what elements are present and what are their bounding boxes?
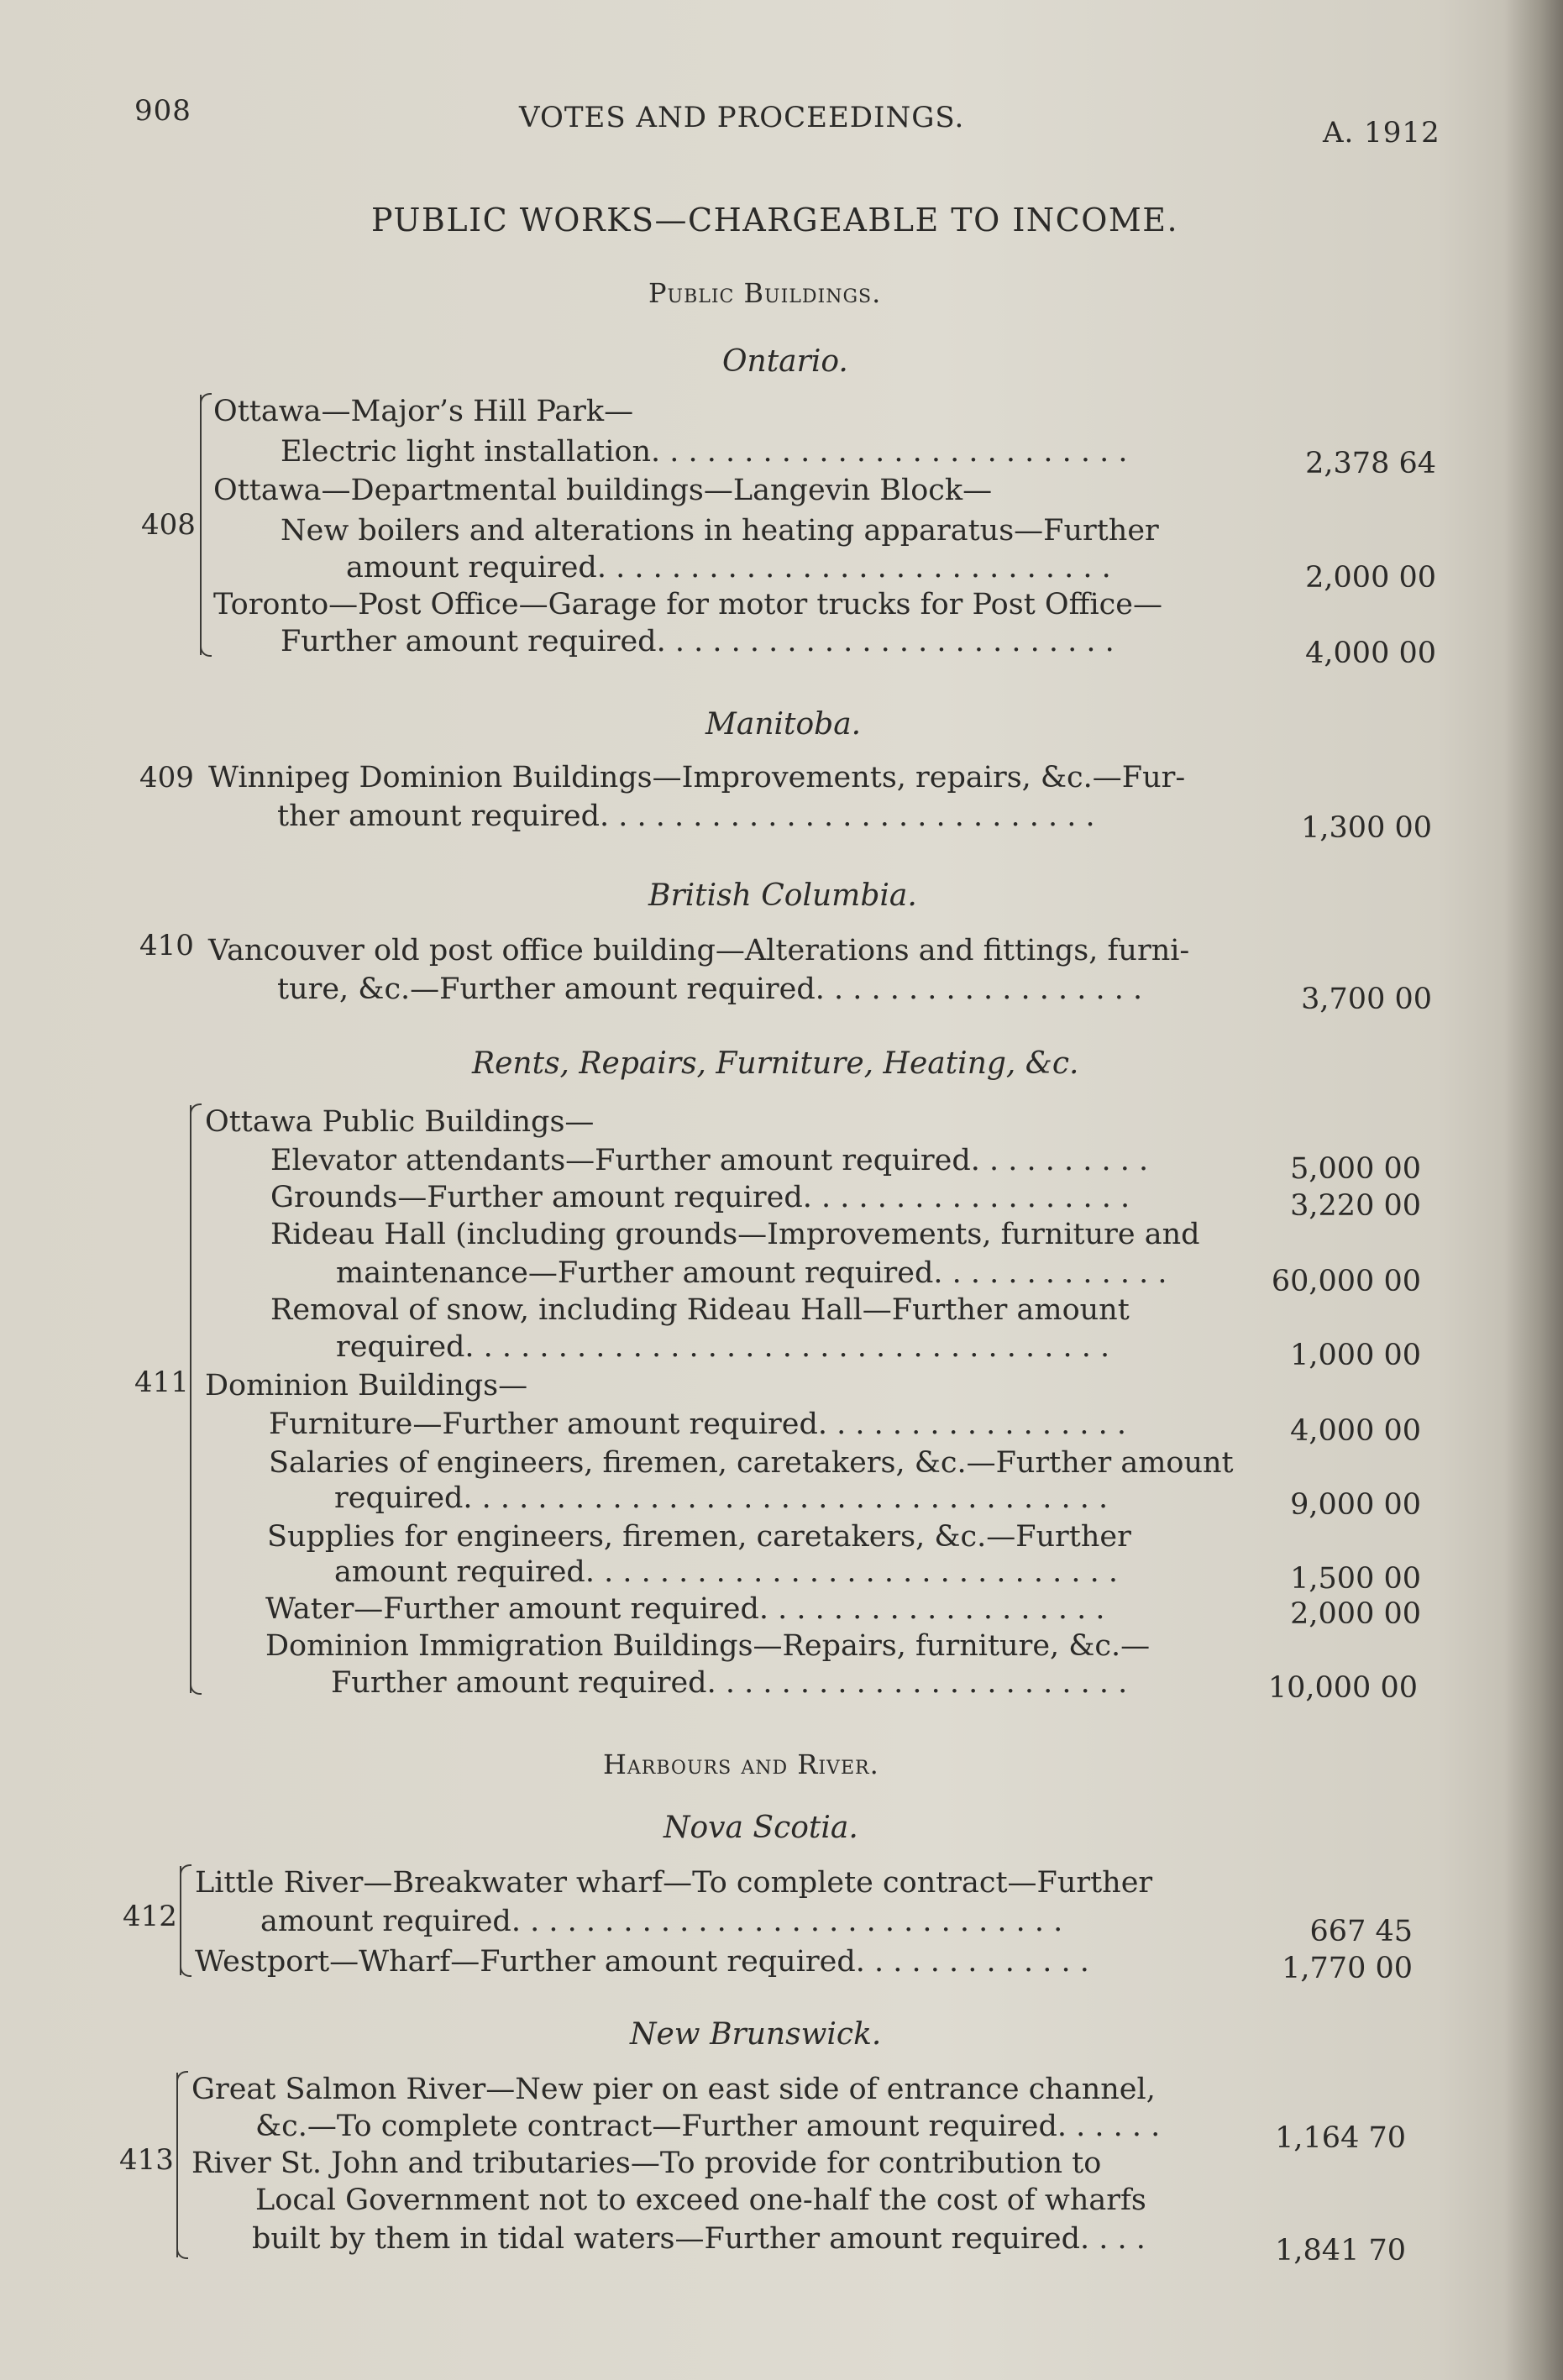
item-number-410: 410: [139, 929, 194, 962]
item-412-amount-2: 1,770 00: [1282, 1952, 1413, 1985]
item-408-amount-1: 2,378 64: [1305, 447, 1436, 480]
section-rents-repairs: Rents, Repairs, Furniture, Heating, &c.: [472, 1046, 1079, 1081]
item-409-line-2: ther amount required. . . . . . . . . . . . . . . . . . . . . . . . . . .: [277, 799, 1095, 833]
item-411-amount-9: 10,000 00: [1267, 1671, 1418, 1705]
section-manitoba: Manitoba.: [705, 707, 862, 742]
item-408-line-1: Ottawa—Major’s Hill Park—: [213, 395, 634, 428]
item-413-line-3: River St. John and tributaries—To provide for contribution to: [191, 2147, 1102, 2180]
item-413-line-2: &c.—To complete contract—Further amount required. . . . . .: [255, 2110, 1161, 2143]
page-edge-shadow: [1504, 0, 1563, 2380]
item-number-409: 409: [139, 761, 194, 794]
item-413-line-4: Local Government not to exceed one-half the cost of wharfs: [255, 2183, 1146, 2217]
item-412-line-2: amount required. . . . . . . . . . . . . . . . . . . . . . . . . . . . . .: [260, 1905, 1063, 1938]
item-411-line-13: amount required. . . . . . . . . . . . . . . . . . . . . . . . . . . . .: [334, 1555, 1118, 1589]
section-harbours-river: Harbours and River.: [603, 1748, 879, 1780]
section-nova-scotia: Nova Scotia.: [663, 1811, 858, 1845]
item-411-line-10: Salaries of engineers, firemen, caretakers, &c.—Further amount: [269, 1446, 1234, 1480]
document-title: PUBLIC WORKS—CHARGEABLE TO INCOME.: [371, 202, 1179, 239]
section-public-buildings: Public Buildings.: [648, 277, 882, 309]
item-410-line-1: Vancouver old post office building—Alterations and fittings, furni-: [208, 934, 1190, 967]
section-ontario: Ontario.: [722, 344, 848, 379]
page-number: 908: [134, 94, 191, 128]
item-408-amount-3: 4,000 00: [1305, 637, 1436, 670]
item-number-411: 411: [134, 1366, 189, 1399]
item-411-amount-7: 1,500 00: [1290, 1562, 1421, 1596]
item-411-line-12: Supplies for engineers, firemen, caretakers, &c.—Further: [267, 1520, 1131, 1554]
item-411-line-8: Dominion Buildings—: [205, 1369, 528, 1402]
item-412-line-3: Westport—Wharf—Further amount required. . . . . . . . . . . . .: [195, 1945, 1089, 1979]
item-411-amount-5: 4,000 00: [1290, 1414, 1421, 1448]
item-number-413: 413: [119, 2143, 174, 2177]
item-412-line-1: Little River—Breakwater wharf—To complete contract—Further: [195, 1866, 1153, 1900]
item-411-line-14: Water—Further amount required. . . . . . . . . . . . . . . . . . .: [265, 1592, 1105, 1626]
brace-412: [180, 1866, 193, 1975]
item-411-amount-6: 9,000 00: [1290, 1488, 1421, 1522]
item-413-line-1: Great Salmon River—New pier on east side of entrance channel,: [191, 2073, 1156, 2106]
item-411-line-5: maintenance—Further amount required. . . . . . . . . . . . .: [336, 1256, 1167, 1290]
item-411-line-2: Elevator attendants—Further amount required. . . . . . . . . .: [270, 1144, 1149, 1177]
item-411-line-9: Furniture—Further amount required. . . . . . . . . . . . . . . . .: [269, 1408, 1127, 1441]
item-413-amount-2: 1,841 70: [1275, 2234, 1406, 2267]
item-411-amount-3: 60,000 00: [1271, 1265, 1421, 1298]
item-410-line-2: ture, &c.—Further amount required. . . . . . . . . . . . . . . . . .: [277, 972, 1143, 1006]
session-year: A. 1912: [1323, 116, 1440, 149]
item-411-line-3: Grounds—Further amount required. . . . . . . . . . . . . . . . . .: [270, 1181, 1130, 1214]
item-411-line-7: required. . . . . . . . . . . . . . . . . . . . . . . . . . . . . . . . . . .: [336, 1330, 1110, 1364]
item-408-line-5: amount required. . . . . . . . . . . . . . . . . . . . . . . . . . . .: [346, 551, 1111, 585]
item-411-line-6: Removal of snow, including Rideau Hall—Further amount: [270, 1293, 1130, 1327]
item-409-line-1: Winnipeg Dominion Buildings—Improvements, repairs, &c.—Fur-: [208, 761, 1186, 794]
item-411-line-1: Ottawa Public Buildings—: [205, 1105, 595, 1139]
brace-411: [190, 1105, 203, 1693]
item-411-amount-2: 3,220 00: [1290, 1189, 1421, 1223]
item-411-amount-1: 5,000 00: [1290, 1152, 1421, 1186]
item-408-amount-2: 2,000 00: [1305, 561, 1436, 595]
item-413-amount-1: 1,164 70: [1275, 2121, 1406, 2155]
section-british-columbia: British Columbia.: [648, 878, 917, 913]
section-new-brunswick: New Brunswick.: [630, 2017, 882, 2052]
item-408-line-2: Electric light installation. . . . . . . . . . . . . . . . . . . . . . . . . .: [281, 435, 1128, 469]
item-number-412: 412: [123, 1900, 177, 1933]
item-410-amount: 3,700 00: [1301, 983, 1432, 1016]
item-413-line-5: built by them in tidal waters—Further amount required. . . .: [252, 2222, 1146, 2256]
item-409-amount: 1,300 00: [1301, 811, 1432, 845]
item-411-line-16: Further amount required. . . . . . . . . . . . . . . . . . . . . . .: [331, 1666, 1128, 1700]
item-412-amount-1: 667 45: [1309, 1915, 1413, 1948]
item-408-line-4: New boilers and alterations in heating apparatus—Further: [281, 514, 1159, 548]
item-411-line-4: Rideau Hall (including grounds—Improvements, furniture and: [270, 1218, 1200, 1251]
brace-413: [176, 2073, 190, 2257]
item-411-amount-4: 1,000 00: [1290, 1339, 1421, 1372]
item-411-line-15: Dominion Immigration Buildings—Repairs, furniture, &c.—: [265, 1629, 1151, 1663]
item-411-line-11: required. . . . . . . . . . . . . . . . . . . . . . . . . . . . . . . . . . .: [334, 1481, 1109, 1515]
item-408-line-3: Ottawa—Departmental buildings—Langevin Block—: [213, 474, 993, 507]
brace-408: [200, 395, 213, 655]
item-number-408: 408: [141, 508, 196, 542]
item-408-line-6: Toronto—Post Office—Garage for motor trucks for Post Office—: [213, 588, 1162, 621]
item-408-line-7: Further amount required. . . . . . . . . . . . . . . . . . . . . . . . .: [281, 625, 1115, 658]
running-title: VOTES AND PROCEEDINGS.: [519, 101, 965, 134]
item-411-amount-8: 2,000 00: [1290, 1597, 1421, 1631]
